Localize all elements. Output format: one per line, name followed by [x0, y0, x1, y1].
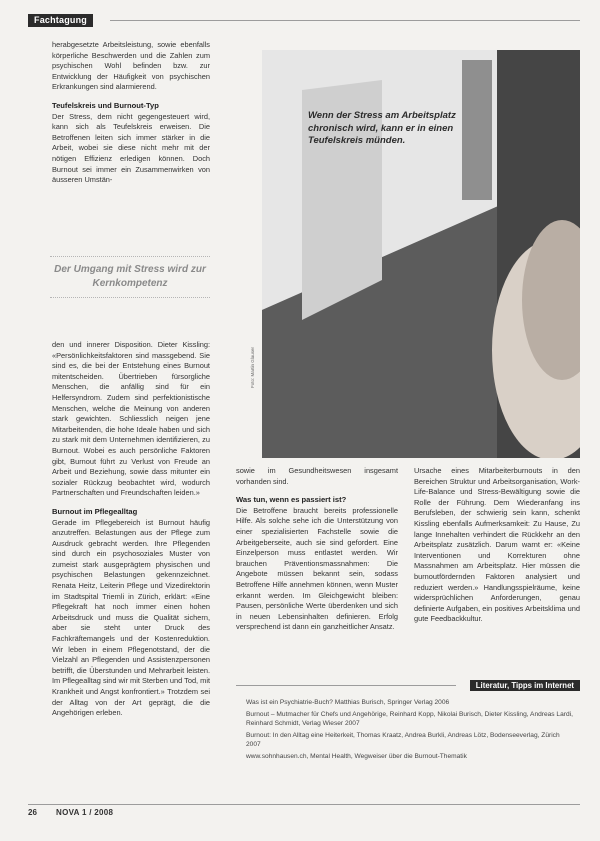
- column-right: [414, 466, 580, 633]
- paragraph: herabgesetzte Arbeitsleistung, sowie ebenfalls körperliche Beschwerden und die Zahlen zum psychischen Wohl befinden bzw. zur Entwicklung der Häufigkeit von psychischen Erkrankungen sind alarmierend.: [52, 40, 210, 92]
- column-left-top: [52, 40, 210, 194]
- literature-list: [246, 698, 576, 764]
- paragraph: Gerade im Pflegebereich ist Burnout häufig anzutreffen. Belastungen aus der Pflege zum Ausdruck gebracht werden. Ihre Pflegenden sind durch ein psychosoziales Muster von zumeist stark ausgeprägtem physischen und psychischen Belastungen gekennzeichnet. Renata Heitz, Leiterin Pflege und Vizedirektorin im Stadtspital Triemli in Zürich, erklärt: «Eine Pflegekraft hat noch immer einen hohen Arbeitsdruck und muss die Qualität sichern, aber sie steht unter Druck des Fachkräftemangels und der Kostenreduktion. Wir leben in einem Pflegenotstand, der die Vielzahl an Pflegenden und Assistenzpersonen betrifft, die Überstunden und Mehrarbeit leisten. Im Pflegealltag sind wir mit Sterben und Tod, mit Krankheit und Angst konfrontiert.» Trotzdem sei der Alltag von der Art geprägt, die die Angehörigen erleben.: [52, 517, 211, 718]
- section-heading: Teufelskreis und Burnout-Typ: [52, 100, 159, 110]
- paragraph: Die Betroffene braucht bereits professionelle Hilfe. Als solche sehe ich die Unterstützung von einer spezialisierten Fachstelle sowie die Arbeitgeberseite, auch sie sind gefordert. Eine Einzelperson muss entlastet werden. Wir brauchen Präventionsmassnahmen: Die Angebote müssen bekannt sein, sodass Betroffene Hilfe annehmen können, wenn Muster erkannt werden. Im Gleichgewicht bleiben: Pausen, persönliche Werte überdenken und sich in neuen Lebensinhalten definieren. Erfolg versprechend ist dann ein ganzheitlicher Ansatz.: [236, 505, 398, 632]
- paragraph: Ursache eines Mitarbeiterburnouts in den Bereichen Struktur und Arbeitsorganisation, Work-Life-Balance und Stress-Bewältigung sowie die Rolle der Führung. Dem Wiederanfang ins Berufsleben, der schwierig sein kann, schenkt Kissling ebenfalls Aufmerksamkeit: Zu Hause, Zu lange Innehalten verhindert die Rückkehr an den Arbeitsplatz zusätzlich. Darum warnt er: «Keine Interventionen und Korrekturen ohne Massnahmen am Arbeitsplatz. Hier müssen die burnoutfördernden Faktoren analysiert und reduziert werden.» Handlungsspielräume, keine widersprüchlichen Anforderungen, genau definierte Aufgaben, ein positives Arbeitsklima und gute Feedbackkultur.: [414, 466, 580, 624]
- header-rule: [110, 20, 580, 21]
- paragraph: sowie im Gesundheitswesen insgesamt vorhanden sind.: [236, 466, 398, 486]
- paragraph: Der Stress, dem nicht gegengesteuert wird, kann sich als Teufelskreis erweisen. Die Betroffenen leiten sich immer stärker in die Arbeit, wobei sie diese nicht mehr mit der nötigen Effizienz erledigen können. Doch Burnout sei immer ein Zusammenwirken von äusseren Umstän-: [52, 111, 210, 185]
- literature-entry: www.sohnhausen.ch, Mental Health, Wegweiser über die Burnout-Thematik: [246, 753, 467, 760]
- literature-box: [236, 680, 580, 800]
- section-heading: Was tun, wenn es passiert ist?: [236, 495, 347, 505]
- photo-caption: Wenn der Stress am Arbeitsplatz chronisch wird, kann er in einen Teufelskreis münden.: [308, 110, 456, 146]
- pull-quote: Der Umgang mit Stress wird zur Kernkompetenz: [50, 256, 210, 298]
- literature-entry: Burnout: In den Alltag eine Heiterkeit, Thomas Kraatz, Andrea Burkli, Andreas Lötz, Bodenseeverlag, Zürich 2007: [246, 732, 560, 748]
- literature-entry: Was ist ein Psychiatrie-Buch? Matthias Burisch, Springer Verlag 2006: [246, 699, 450, 706]
- section-tag: Fachtagung: [28, 14, 93, 27]
- page-number: 26: [28, 808, 37, 817]
- paragraph: den und innerer Disposition. Dieter Kissling: «Persönlichkeitsfaktoren sind massgebend. Sie sind es, die bei der Entstehung eines Burnout mitentscheiden. Übertrieben fürsorgliche Menschen, die anfällig sind für ein Helfersyndrom. Zudem sind perfektionistische Menschen, welche die Meinung von anderen stark gewichten. Schliesslich neigen jene Mitarbeitenden, die hohe Ideale haben und sich zu stark mit dem Unternehmen identifizieren, zu Burnout. Wobei es auch persönliche Faktoren gibt, Burnout führt zu Verlust von Freude an Arbeit und Beziehung, sowie dass mitunter ein sozialer Rückzug beobachtet wird, wodurch Partnerschaften und Freundschaften leiden.»: [52, 340, 210, 498]
- journal-name: NOVA 1 / 2008: [56, 808, 114, 817]
- column-left-mid: [52, 340, 210, 727]
- literature-rule: [236, 685, 456, 686]
- column-mid: [236, 466, 398, 641]
- photo-credit: Foto: Martin Glauser: [250, 346, 255, 388]
- literature-heading: Literatur, Tipps im Internet: [470, 680, 580, 691]
- literature-entry: Burnout – Mutmacher für Chefs und Angehörige, Reinhard Kopp, Nikolai Burisch, Dieter Kissling, Andreas Lardi, Reinhard Schmidt, Verlag Wieser 2007: [246, 711, 573, 727]
- section-heading: Burnout im Pflegealltag: [52, 506, 138, 516]
- footer-rule: [28, 804, 580, 805]
